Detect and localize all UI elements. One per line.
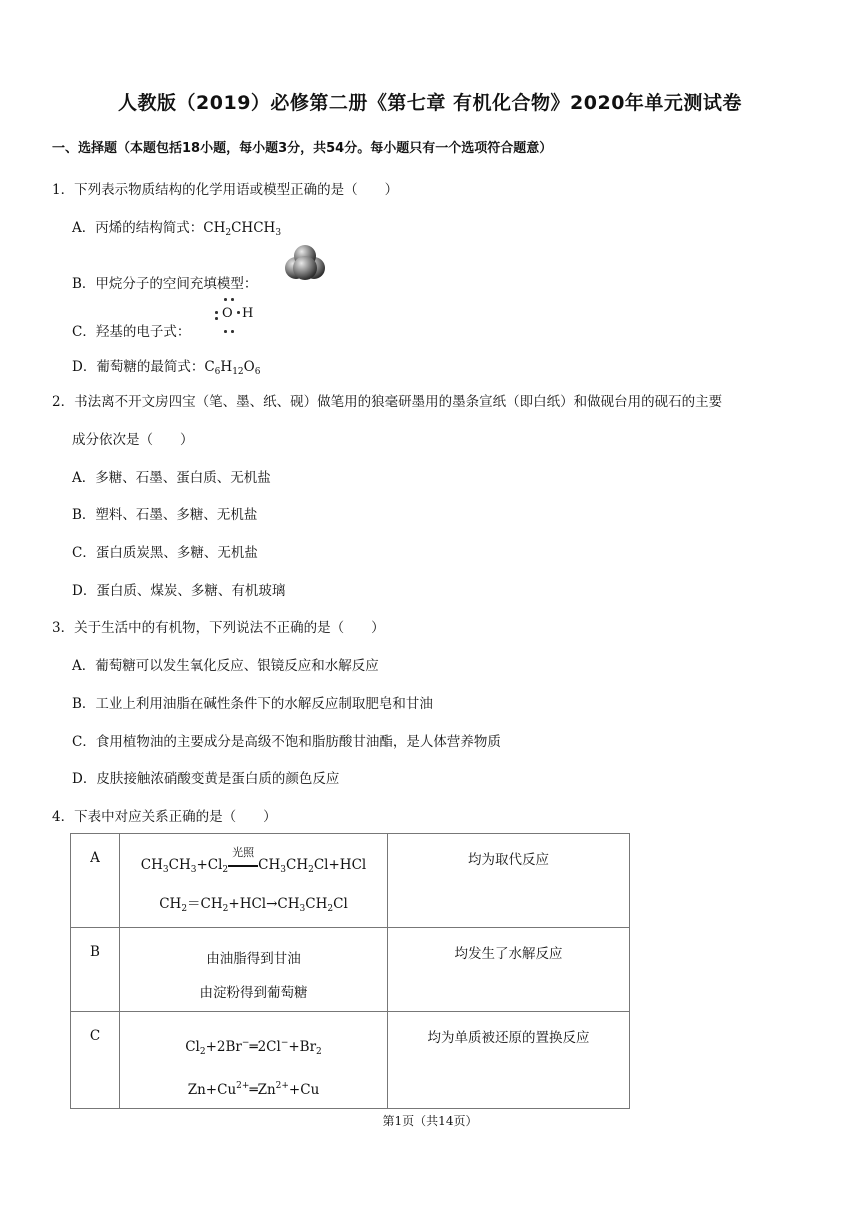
row-label: C [71,1012,120,1109]
row-conclusion: 均为单质被还原的置换反应 [388,1012,630,1109]
question-2-option-d: D．蛋白质、煤炭、多糖、有机玻璃 [72,583,286,599]
question-4-table [70,833,630,1109]
row-label: B [71,928,120,1012]
row-equations: $CH_3CH_3+Cl_2$ 光照 $CH_3CH_2Cl+HCl$ $CH_2=CH_2+HCl\to CH_3CH_2Cl$ [120,834,388,928]
row-conclusion: 均发生了水解反应 [388,928,630,1012]
row-conclusion: 均为取代反应 [388,834,630,928]
question-2-option-a: A．多糖、石墨、蛋白质、无机盐 [72,470,271,486]
row-line-1: 由油脂得到甘油 [206,951,301,967]
row-equations [120,928,388,1012]
reaction-condition: 光照 [232,846,255,859]
question-4-stem: 4．下表中对应关系正确的是（ ） [52,809,277,825]
hydrogen-symbol: H [242,306,254,321]
question-2-stem-line1: 2．书法离不开文房四宝（笔、墨、纸、砚）做笔用的狼毫研墨用的墨条宣纸（即白纸）和做砚台用的砚石的主要 [52,394,723,410]
exam-title: 人教版（2019）必修第二册《第七章 有机化合物》2020年单元测试卷 [118,92,742,114]
page-footer: 第1页（共14页） [382,1114,478,1128]
section-heading: 一、选择题（本题包括18小题，每小题3分，共54分。每小题只有一个选项符合题意） [52,141,553,156]
question-2-stem-line2: 成分依次是（ ） [72,432,194,448]
row-label: A [71,834,120,928]
question-3-option-b: B．工业上利用油脂在碱性条件下的水解反应制取肥皂和甘油 [72,696,433,712]
question-3-option-c: C．食用植物油的主要成分是高级不饱和脂肪酸甘油酯，是人体营养物质 [72,734,501,750]
question-1-option-a: A．丙烯的结构简式：$CH_2CHCH_3$ [72,220,282,238]
question-2-option-b: B．塑料、石墨、多糖、无机盐 [72,507,258,523]
question-2-option-c: C．蛋白质炭黑、多糖、无机盐 [72,545,258,561]
question-3-option-d: D．皮肤接触浓硝酸变黄是蛋白质的颜色反应 [72,771,340,787]
question-3-stem: 3．关于生活中的有机物，下列说法不正确的是（ ） [52,620,385,636]
question-1-option-c: C．羟基的电子式： [72,324,191,340]
question-1-stem: 1．下列表示物质结构的化学用语或模型正确的是（ ） [52,182,399,198]
question-1-option-b: B．甲烷分子的空间充填模型： [72,276,258,292]
table-row [71,834,630,928]
question-1-option-d: D．葡萄糖的最简式：$C_6H_{12}O_6$ [72,359,261,377]
question-3-option-a: A．葡萄糖可以发生氧化反应、银镜反应和水解反应 [72,658,379,674]
oxygen-symbol: O [222,306,233,321]
table-row [71,1012,630,1109]
table-row [71,928,630,1012]
hydroxyl-electron-formula [212,294,260,334]
row-line-2: 由淀粉得到葡萄糖 [199,985,308,1001]
row-equations: $Cl_2+2Br^-═2Cl^-+Br_2$ $Zn+Cu^{2+}═Zn^{2+}+Cu$ [120,1012,388,1109]
methane-space-filling-model [282,244,328,284]
